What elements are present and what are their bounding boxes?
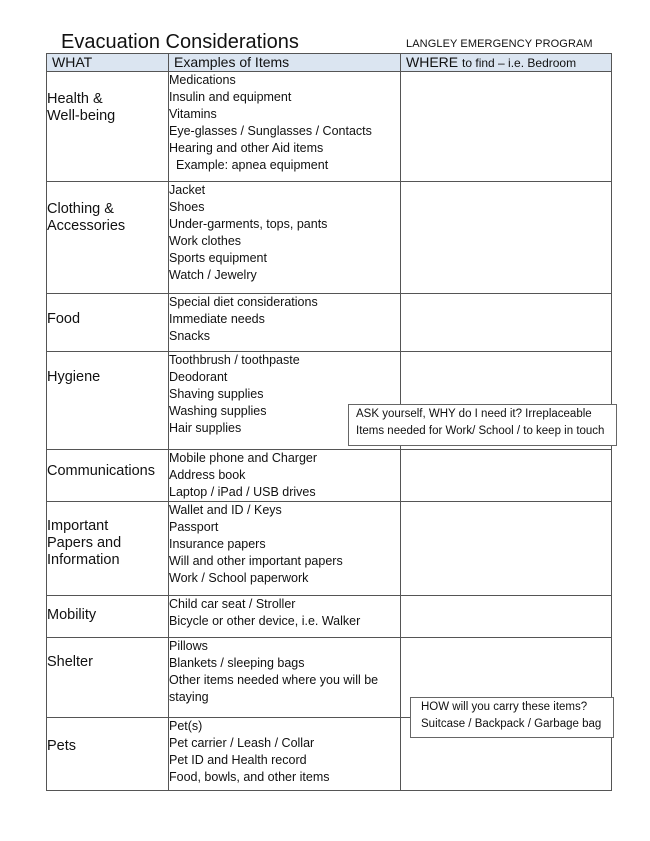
items-cell	[169, 718, 401, 791]
category-cell	[47, 294, 169, 352]
item-text: Sports equipment	[169, 251, 267, 265]
column-header-examples	[169, 54, 401, 72]
where-cell[interactable]	[401, 450, 612, 502]
table-row	[47, 72, 612, 182]
item-text: Mobile phone and Charger	[169, 451, 318, 465]
table-row	[47, 502, 612, 596]
item-text: Passport	[169, 520, 219, 534]
item-text: Medications	[169, 73, 236, 87]
column-header-what	[47, 54, 169, 72]
item-text: Pet ID and Health record	[169, 753, 307, 767]
category-shelter: Shelter	[47, 654, 93, 670]
category-mobility: Mobility	[47, 607, 97, 623]
item-text: Eye-glasses / Sunglasses / Contacts	[169, 124, 372, 138]
table-row	[47, 450, 612, 502]
item-text: Shaving supplies	[169, 387, 264, 401]
page-title: Evacuation Considerations	[61, 31, 299, 53]
item-text: Laptop / iPad / USB drives	[169, 485, 316, 499]
items-cell	[169, 294, 401, 352]
item-text: Child car seat / Stroller	[169, 597, 296, 611]
callout-ask-line: Items needed for Work/ School / to keep in touch	[356, 425, 605, 437]
callout-how-carry	[410, 697, 614, 738]
column-header-examples-label: Examples of Items	[174, 54, 290, 70]
item-text: Deodorant	[169, 370, 228, 384]
item-text: Insulin and equipment	[169, 90, 292, 104]
item-text: Blankets / sleeping bags	[169, 656, 305, 670]
item-text: Hearing and other Aid items	[169, 141, 324, 155]
items-cell	[169, 72, 401, 182]
where-cell[interactable]	[401, 502, 612, 596]
item-text: Pet carrier / Leash / Collar	[169, 736, 315, 750]
item-text: Watch / Jewelry	[169, 268, 257, 282]
category-cell	[47, 638, 169, 718]
items-cell	[169, 502, 401, 596]
item-text: Washing supplies	[169, 404, 267, 418]
items-cell	[169, 182, 401, 294]
column-header-where-label: WHERE	[406, 54, 459, 70]
table-row	[47, 596, 612, 638]
where-cell[interactable]	[401, 294, 612, 352]
items-cell	[169, 596, 401, 638]
category-hygiene: Hygiene	[47, 369, 101, 385]
item-text: Shoes	[169, 200, 205, 214]
category-pets: Pets	[47, 738, 77, 754]
item-text: Pillows	[169, 639, 208, 653]
item-text: Insurance papers	[169, 537, 266, 551]
where-cell[interactable]	[401, 596, 612, 638]
item-text: Address book	[169, 468, 246, 482]
category-cell	[47, 718, 169, 791]
category-clothing-accessories: Clothing & Accessories	[47, 201, 126, 234]
table-header-row	[47, 54, 612, 72]
where-cell[interactable]	[401, 72, 612, 182]
column-header-where-hint: to find – i.e. Bedroom	[462, 56, 577, 70]
item-text: Food, bowls, and other items	[169, 770, 330, 784]
program-name: LANGLEY EMERGENCY PROGRAM	[406, 38, 593, 50]
callout-ask-why	[348, 404, 617, 446]
table-row	[47, 294, 612, 352]
item-text: Special diet considerations	[169, 295, 318, 309]
items-cell	[169, 638, 401, 718]
item-text: Work / School paperwork	[169, 571, 309, 585]
where-cell[interactable]	[401, 182, 612, 294]
item-text: Example: apnea equipment	[176, 158, 329, 172]
category-cell	[47, 502, 169, 596]
item-text: Wallet and ID / Keys	[169, 503, 282, 517]
category-health-well-being: Health & Well-being	[47, 91, 116, 124]
callout-how-line: Suitcase / Backpack / Garbage bag	[421, 718, 602, 730]
category-cell	[47, 450, 169, 502]
item-text: Hair supplies	[169, 421, 242, 435]
category-food: Food	[47, 311, 81, 327]
column-header-what-label: WHAT	[52, 54, 93, 70]
item-text: Immediate needs	[169, 312, 265, 326]
callout-how-line: HOW will you carry these items?	[421, 701, 588, 713]
item-text: Bicycle or other device, i.e. Walker	[169, 614, 361, 628]
category-cell	[47, 352, 169, 450]
category-communications: Communications	[47, 463, 155, 479]
item-text: Under-garments, tops, pants	[169, 217, 328, 231]
category-cell	[47, 596, 169, 638]
category-cell	[47, 72, 169, 182]
category-important-papers-and-information: Important Papers and Information	[47, 518, 122, 568]
item-text: Snacks	[169, 329, 210, 343]
table-row	[47, 182, 612, 294]
category-cell	[47, 182, 169, 294]
item-text: Pet(s)	[169, 719, 203, 733]
item-text: Vitamins	[169, 107, 217, 121]
items-cell	[169, 450, 401, 502]
item-text: Other items needed where you will be staying	[169, 673, 379, 704]
column-header-where	[401, 54, 612, 72]
item-text: Jacket	[169, 183, 206, 197]
callout-ask-line: ASK yourself, WHY do I need it? Irreplaceable	[356, 408, 592, 420]
item-text: Toothbrush / toothpaste	[169, 353, 300, 367]
item-text: Work clothes	[169, 234, 242, 248]
item-text: Will and other important papers	[169, 554, 343, 568]
